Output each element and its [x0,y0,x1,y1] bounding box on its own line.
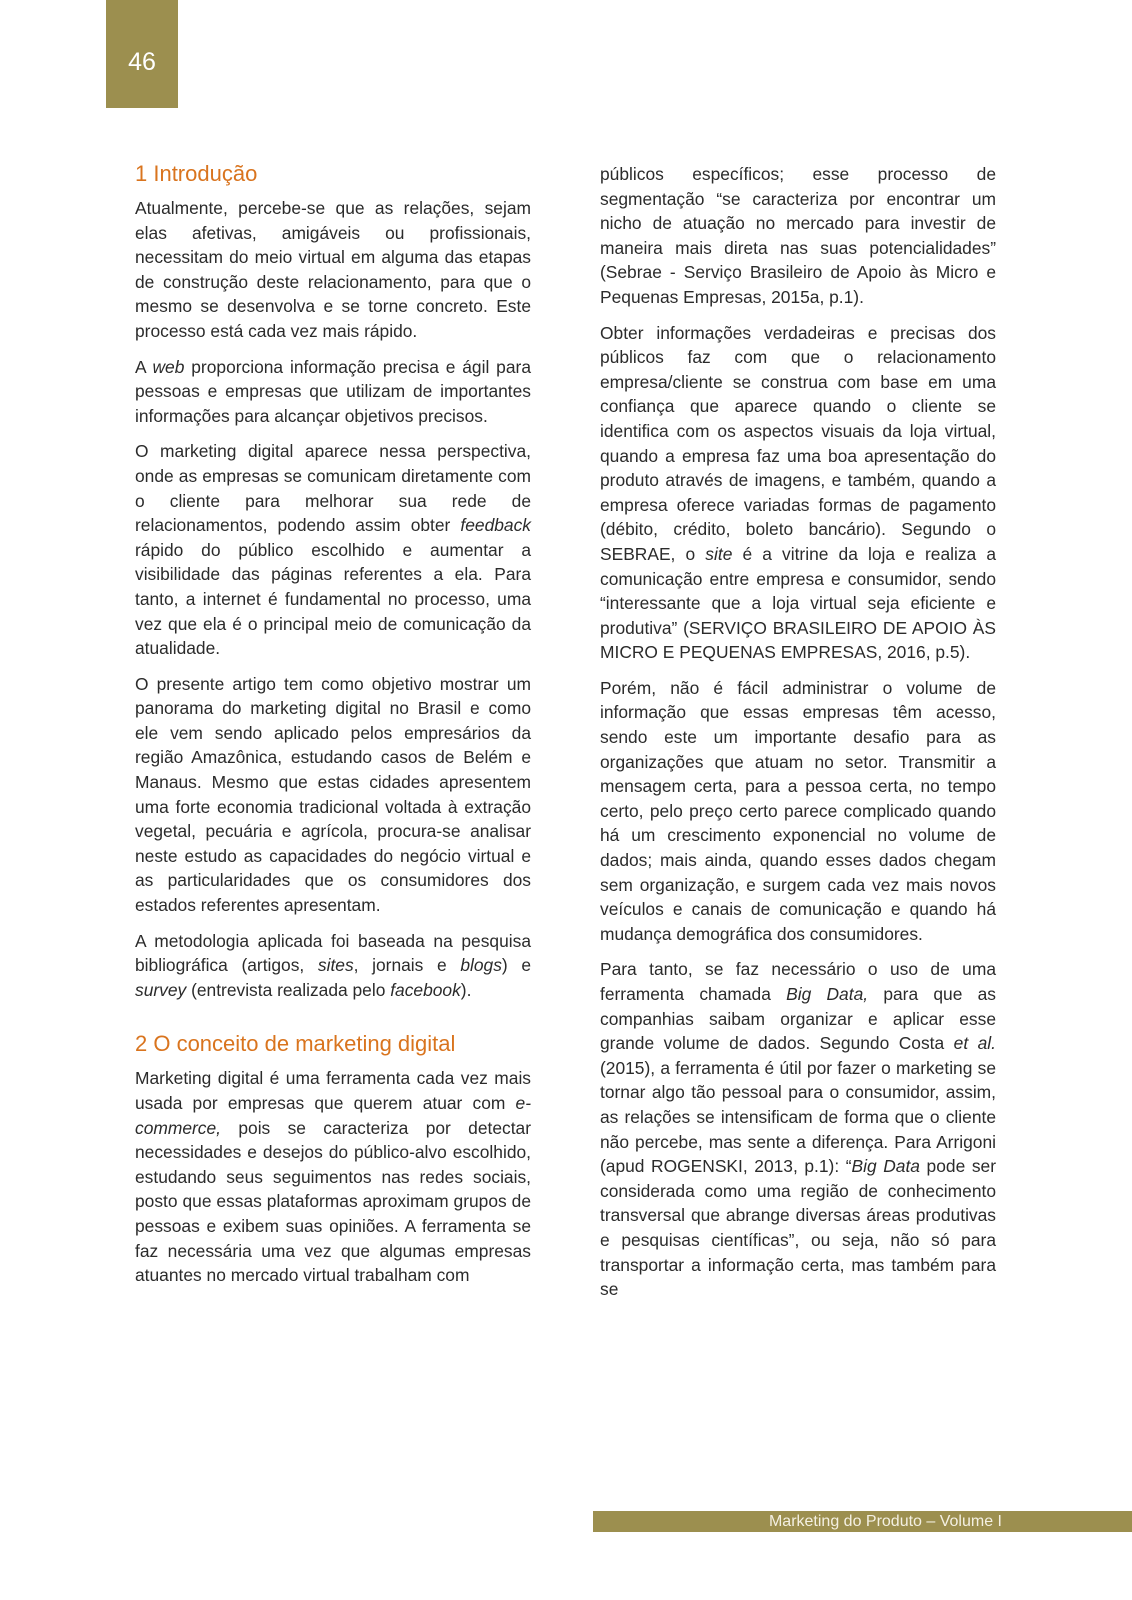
paragraph: O presente artigo tem como objetivo mostrar um panorama do marketing digital no Brasil e como ele vem sendo aplicado pelos empresários da região Amazônica, estudando casos de Belém e Manaus. Mesmo que estas cidades apresentem uma forte economia tradicional voltada à extração vegetal, pecuária e agrícola, procura-se analisar neste estudo as capacidades do negócio virtual e as particularidades que os consumidores dos estados referentes apresentam. [135,673,531,916]
paragraph: Porém, não é fácil administrar o volume de informação que essas empresas têm acesso, sendo este um importante desafio para as organizações que atuam no setor. Transmitir a mensagem certa, para a pessoa certa, no tempo certo, pelo preço certo parece complicado quando há um crescimento exponencial no volume de dados; mais ainda, quando esses dados chegam sem organização, e surgem cada vez mais novos veículos e canais de comunicação e quando há mudança demográfica dos consumidores. [600,677,996,944]
left-column [135,158,531,1299]
section-heading-introducao: 1 Introdução [135,161,258,186]
page-number: 46 [128,48,156,76]
paragraph: Atualmente, percebe-se que as relações, sejam elas afetivas, amigáveis ou profissionais, necessitam do meio virtual em alguma das etapas de construção deste relacionamento, para que o mesmo se desenvolva e se torne concreto. Este processo está cada vez mais rápido. [135,198,531,341]
page-number-tab [106,0,178,108]
paragraph: Obter informações verdadeiras e precisas dos públicos faz com que o relacionamento empresa/cliente se construa com base em uma confiança que aparece quando o cliente se identifica com os aspectos visuais da loja virtual, quando a empresa faz uma boa apresentação do produto através de imagens, e também, quando a empresa oferece variadas formas de pagamento (débito, crédito, boleto bancário). Segundo o SEBRAE, o site é a vitrine da loja e realiza a comunicação entre empresa e consumidor, sendo “interessante que a loja virtual seja eficiente e produtiva” (SERVIÇO BRASILEIRO DE APOIO ÀS MICRO E PEQUENAS EMPRESAS, 2016, p.5). [600,322,996,663]
paragraph: Marketing digital é uma ferramenta cada vez mais usada por empresas que querem atuar com e-commerce, pois se caracteriza por detectar necessidades e desejos do público-alvo escolhido, estudando seus seguimentos nas redes sociais, posto que essas plataformas aproximam grupos de pessoas e exibem suas opiniões. A ferramenta se faz necessária uma vez que algumas empresas atuantes no mercado virtual trabalham com [135,1068,531,1286]
paragraph: A web proporciona informação precisa e ágil para pessoas e empresas que utilizam de importantes informações para alcançar objetivos precisos. [135,356,531,426]
right-column [600,162,996,1313]
paragraph: públicos específicos; esse processo de segmentação “se caracteriza por encontrar um nicho de atuação no mercado para investir de maneira mais direta nas suas potencialidades” (Sebrae - Serviço Brasileiro de Apoio às Micro e Pequenas Empresas, 2015a, p.1). [600,164,996,307]
section-heading-conceito: 2 O conceito de marketing digital [135,1031,456,1057]
footer-title: Marketing do Produto – Volume I [768,1513,1002,1530]
paragraph: Para tanto, se faz necessário o uso de uma ferramenta chamada Big Data, para que as companhias saibam organizar e aplicar esse grande volume de dados. Segundo Costa et al. (2015), a ferramenta é útil por fazer o marketing se tornar algo tão pessoal para o consumidor, assim, as relações se intensificam de forma que o cliente não percebe, mas sente a diferença. Para Arrigoni (apud ROGENSKI, 2013, p.1): “Big Data pode ser considerada como uma região de conhecimento transversal que abrange diversas áreas produtivas e pesquisas científicas”, ou seja, não só para transportar a informação certa, mas também para se [600,959,996,1300]
paragraph: A metodologia aplicada foi baseada na pesquisa bibliográfica (artigos, sites, jornais e blogs) e survey (entrevista realizada pelo facebook). [135,930,532,1000]
paragraph: O marketing digital aparece nessa perspectiva, onde as empresas se comunicam diretamente com o cliente para melhorar sua rede de relacionamentos, podendo assim obter feedback rápido do público escolhido e aumentar a visibilidade das páginas referentes a ela. Para tanto, a internet é fundamental no processo, uma vez que ela é o principal meio de comunicação da atualidade. [135,441,531,659]
footer-bar [593,1511,1132,1532]
